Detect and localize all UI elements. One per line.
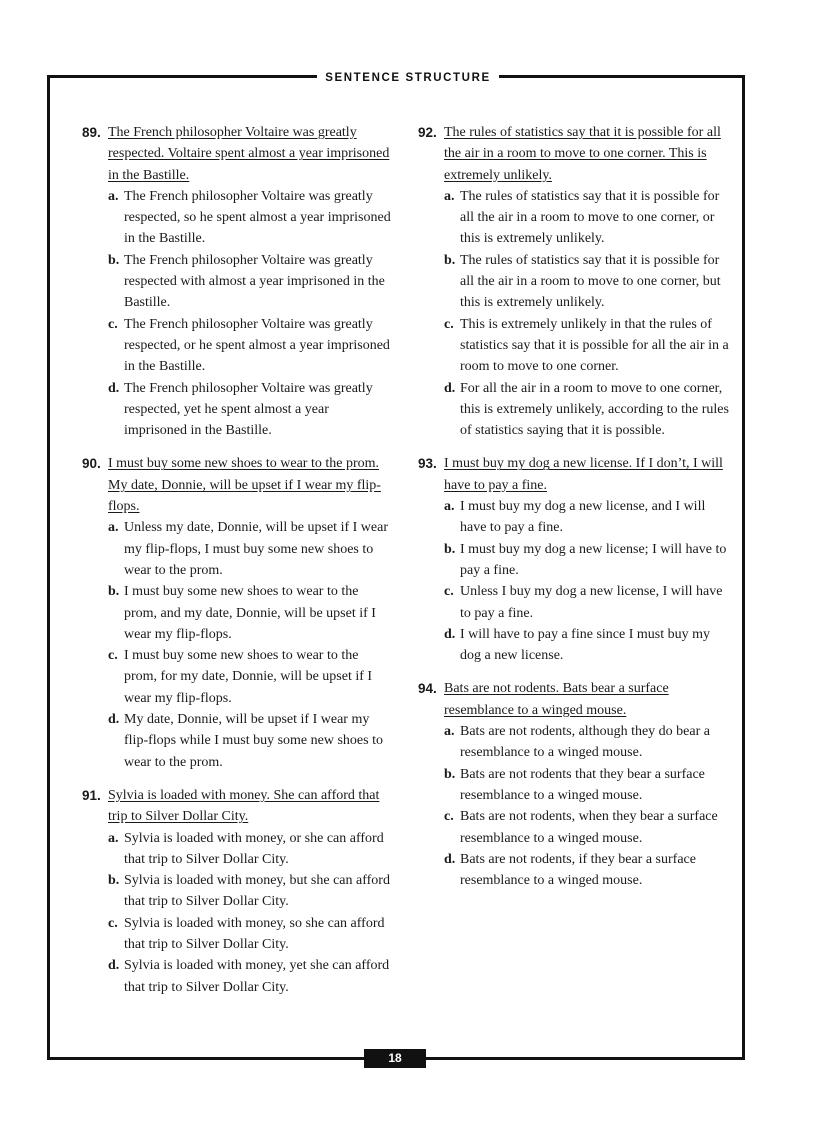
answer-option-c[interactable] (108, 645, 392, 709)
question-stem: Bats are not rodents. Bats bear a surface resemblance to a winged mouse. (444, 681, 669, 718)
left-column (82, 122, 392, 1010)
option-text: The French philosopher Voltaire was greatly respected, so he spent almost a year imprisoned in the Bastille. (124, 188, 391, 247)
option-letter: d. (108, 380, 120, 396)
option-text: Unless I buy my dog a new license, I will have to pay a fine. (460, 584, 723, 621)
answer-option-d[interactable] (444, 378, 730, 442)
option-letter: d. (444, 380, 456, 396)
question-number: 94. (418, 681, 437, 697)
question-93 (418, 453, 730, 666)
option-letter: b. (444, 252, 456, 268)
option-letter: b. (444, 541, 456, 557)
option-text: Bats are not rodents, although they do bear a resemblance to a winged mouse. (460, 724, 710, 761)
answer-option-c[interactable] (108, 913, 392, 956)
question-89 (82, 122, 392, 441)
section-title: SENTENCE STRUCTURE (317, 72, 499, 84)
option-letter: a. (444, 724, 455, 740)
question-94 (418, 678, 730, 891)
answer-option-d[interactable] (108, 378, 392, 442)
answer-option-a[interactable] (444, 186, 730, 250)
question-stem: The French philosopher Voltaire was greatly respected. Voltaire spent almost a year imprisoned in the Bastille. (108, 125, 390, 183)
frame-left-rule (47, 75, 50, 1060)
option-letter: a. (108, 520, 119, 536)
question-90 (82, 453, 392, 772)
question-stem: I must buy some new shoes to wear to the prom. My date, Donnie, will be upset if I wear my flip-flops. (108, 456, 381, 515)
question-number: 90. (82, 456, 101, 472)
option-letter: c. (108, 316, 118, 332)
frame-right-rule (742, 75, 745, 1060)
page-number: 18 (364, 1049, 426, 1068)
option-text: Sylvia is loaded with money, but she can afford that trip to Silver Dollar City. (124, 873, 390, 910)
answer-option-b[interactable] (444, 250, 730, 314)
answer-option-d[interactable] (444, 849, 730, 892)
page-header (0, 68, 816, 86)
option-letter: a. (444, 499, 455, 515)
option-letter: c. (108, 648, 118, 664)
question-number: 92. (418, 125, 437, 140)
option-letter: d. (108, 958, 120, 974)
answer-option-d[interactable] (108, 955, 392, 998)
option-letter: b. (108, 584, 120, 600)
option-text: This is extremely unlikely in that the rules of statistics say that it is possible for all the air in a room to move to one corner. (460, 316, 729, 375)
option-text: The rules of statistics say that it is possible for all the air in a room to move to one corner, or this is extremely unlikely. (460, 188, 720, 247)
option-text: Bats are not rodents, if they bear a surface resemblance to a winged mouse. (460, 851, 696, 889)
option-letter: c. (444, 809, 454, 825)
option-text: The French philosopher Voltaire was greatly respected, yet he spent almost a year imprisoned in the Bastille. (124, 380, 373, 439)
option-text: My date, Donnie, will be upset if I wear my flip-flops while I must buy some new shoes to wear to the prom. (124, 712, 383, 770)
option-text: The French philosopher Voltaire was greatly respected, or he spent almost a year imprisoned in the Bastille. (124, 316, 390, 375)
question-stem: Sylvia is loaded with money. She can afford that trip to Silver Dollar City. (108, 787, 380, 825)
answer-option-c[interactable] (444, 314, 730, 378)
option-text: I must buy my dog a new license, and I will have to pay a fine. (460, 499, 706, 536)
option-text: I must buy some new shoes to wear to the prom, and my date, Donnie, will be upset if I wear my flip-flops. (124, 584, 376, 642)
option-text: Bats are not rodents that they bear a surface resemblance to a winged mouse. (460, 766, 705, 803)
option-letter: c. (108, 915, 118, 931)
answer-option-a[interactable] (444, 496, 730, 539)
answer-option-a[interactable] (108, 828, 392, 871)
question-stem: I must buy my dog a new license. If I don’t, I will have to pay a fine. (444, 456, 723, 493)
option-text: Unless my date, Donnie, will be upset if I wear my flip-flops, I must buy some new shoes to wear to the prom. (124, 520, 388, 578)
question-92 (418, 122, 730, 441)
question-number: 93. (418, 456, 437, 472)
answer-option-b[interactable] (444, 764, 730, 807)
option-text: I must buy my dog a new license; I will have to pay a fine. (460, 541, 727, 578)
answer-option-b[interactable] (444, 539, 730, 582)
right-column (418, 122, 730, 903)
option-letter: c. (444, 316, 454, 332)
answer-option-a[interactable] (444, 721, 730, 764)
question-stem: The rules of statistics say that it is possible for all the air in a room to move to one corner. This is extremely unlikely. (444, 125, 721, 183)
answer-option-c[interactable] (108, 314, 392, 378)
option-text: Sylvia is loaded with money, yet she can afford that trip to Silver Dollar City. (124, 958, 390, 995)
option-text: The rules of statistics say that it is possible for all the air in a room to move to one corner, but this is extremely unlikely. (460, 252, 721, 311)
option-letter: d. (108, 712, 120, 728)
answer-option-c[interactable] (444, 806, 730, 849)
answer-option-a[interactable] (108, 517, 392, 581)
question-number: 91. (82, 787, 101, 803)
answer-option-d[interactable] (108, 709, 392, 773)
answer-option-b[interactable] (108, 581, 392, 645)
option-text: I must buy some new shoes to wear to the prom, for my date, Donnie, will be upset if I wear my flip-flops. (124, 648, 373, 706)
option-text: I will have to pay a fine since I must buy my dog a new license. (460, 626, 710, 664)
answer-option-d[interactable] (444, 624, 730, 667)
option-letter: b. (444, 766, 456, 782)
option-letter: b. (108, 252, 120, 268)
option-text: For all the air in a room to move to one corner, this is extremely unlikely, according to the rules of statistics saying that it is possible. (460, 380, 729, 439)
question-number: 89. (82, 125, 101, 140)
option-letter: d. (444, 851, 456, 867)
option-text: Bats are not rodents, when they bear a surface resemblance to a winged mouse. (460, 809, 718, 846)
option-letter: a. (444, 188, 455, 204)
answer-option-b[interactable] (108, 870, 392, 913)
option-letter: a. (108, 188, 119, 204)
option-letter: a. (108, 830, 119, 846)
option-text: Sylvia is loaded with money, so she can afford that trip to Silver Dollar City. (124, 915, 385, 952)
option-letter: b. (108, 873, 120, 889)
option-text: The French philosopher Voltaire was greatly respected with almost a year imprisoned in the Bastille. (124, 252, 385, 311)
answer-option-a[interactable] (108, 186, 392, 250)
answer-option-c[interactable] (444, 581, 730, 624)
question-91 (82, 785, 392, 998)
answer-option-b[interactable] (108, 250, 392, 314)
option-letter: d. (444, 626, 456, 642)
option-text: Sylvia is loaded with money, or she can afford that trip to Silver Dollar City. (124, 830, 384, 867)
option-letter: c. (444, 584, 454, 600)
